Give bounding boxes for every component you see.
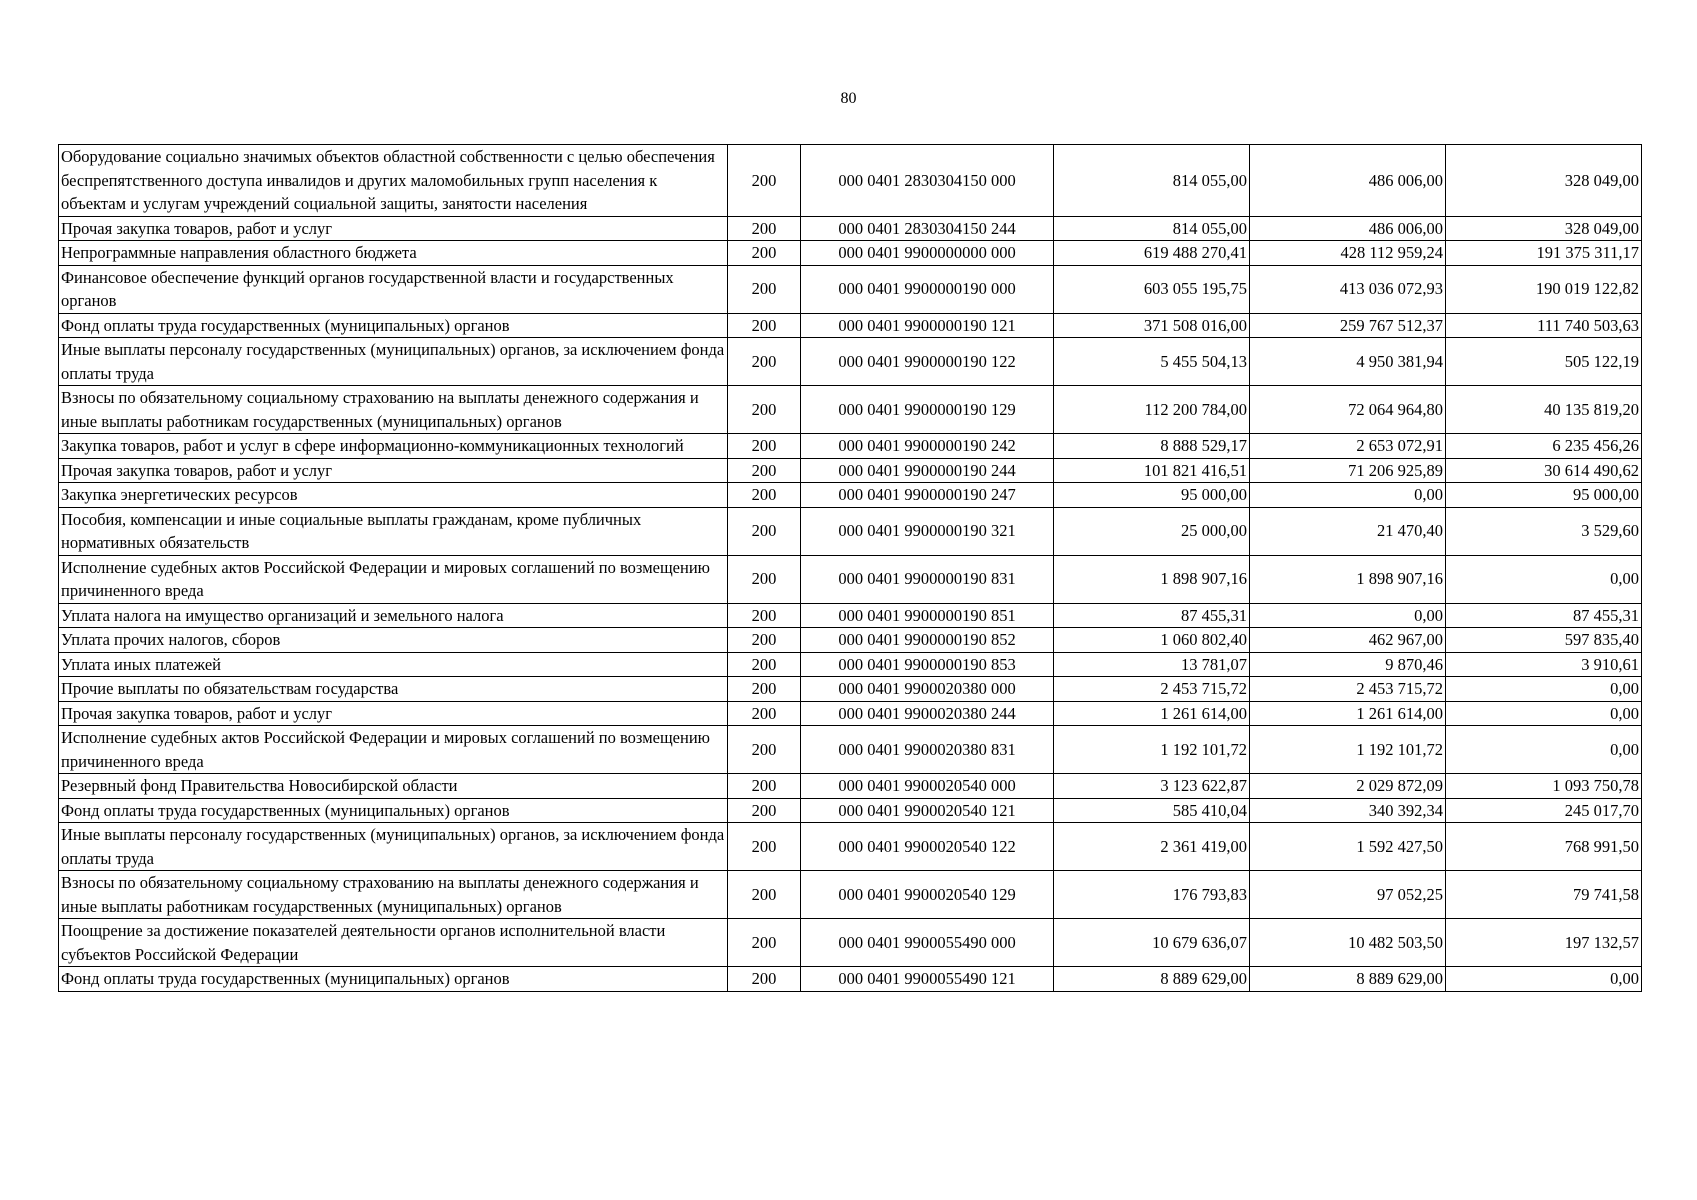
row-classification-code-cell: 000 0401 9900000000 000 — [801, 241, 1054, 266]
row-code-cell: 200 — [728, 628, 801, 653]
table-row — [59, 434, 1642, 459]
row-code-cell: 200 — [728, 823, 801, 871]
row-classification-code-cell: 000 0401 9900000190 831 — [801, 555, 1054, 603]
row-unexecuted-amount-cell: 6 235 456,26 — [1446, 434, 1642, 459]
row-executed-amount-cell: 1 261 614,00 — [1250, 701, 1446, 726]
row-unexecuted-amount-cell: 3 529,60 — [1446, 507, 1642, 555]
row-assigned-amount-cell: 1 898 907,16 — [1054, 555, 1250, 603]
row-unexecuted-amount-cell: 79 741,58 — [1446, 871, 1642, 919]
table-row — [59, 871, 1642, 919]
row-name-cell: Исполнение судебных актов Российской Федерации и мировых соглашений по возмещению причиненного вреда — [59, 555, 728, 603]
row-executed-amount-cell: 1 898 907,16 — [1250, 555, 1446, 603]
row-unexecuted-amount-cell: 111 740 503,63 — [1446, 313, 1642, 338]
row-name-cell: Резервный фонд Правительства Новосибирской области — [59, 774, 728, 799]
row-code-cell: 200 — [728, 338, 801, 386]
row-executed-amount-cell: 71 206 925,89 — [1250, 458, 1446, 483]
row-assigned-amount-cell: 2 361 419,00 — [1054, 823, 1250, 871]
row-name-cell: Прочая закупка товаров, работ и услуг — [59, 458, 728, 483]
row-assigned-amount-cell: 1 192 101,72 — [1054, 726, 1250, 774]
row-name-cell: Закупка энергетических ресурсов — [59, 483, 728, 508]
row-classification-code-cell: 000 0401 9900000190 247 — [801, 483, 1054, 508]
row-unexecuted-amount-cell: 190 019 122,82 — [1446, 265, 1642, 313]
table-row — [59, 652, 1642, 677]
row-unexecuted-amount-cell: 1 093 750,78 — [1446, 774, 1642, 799]
row-unexecuted-amount-cell: 0,00 — [1446, 677, 1642, 702]
row-executed-amount-cell: 9 870,46 — [1250, 652, 1446, 677]
row-assigned-amount-cell: 1 060 802,40 — [1054, 628, 1250, 653]
row-code-cell: 200 — [728, 871, 801, 919]
row-unexecuted-amount-cell: 30 614 490,62 — [1446, 458, 1642, 483]
row-classification-code-cell: 000 0401 9900000190 244 — [801, 458, 1054, 483]
row-executed-amount-cell: 1 592 427,50 — [1250, 823, 1446, 871]
row-unexecuted-amount-cell: 191 375 311,17 — [1446, 241, 1642, 266]
row-unexecuted-amount-cell: 768 991,50 — [1446, 823, 1642, 871]
row-executed-amount-cell: 2 453 715,72 — [1250, 677, 1446, 702]
row-classification-code-cell: 000 0401 9900000190 121 — [801, 313, 1054, 338]
row-executed-amount-cell: 486 006,00 — [1250, 216, 1446, 241]
row-code-cell: 200 — [728, 652, 801, 677]
row-code-cell: 200 — [728, 386, 801, 434]
row-executed-amount-cell: 8 889 629,00 — [1250, 967, 1446, 992]
row-executed-amount-cell: 428 112 959,24 — [1250, 241, 1446, 266]
table-row — [59, 823, 1642, 871]
row-code-cell: 200 — [728, 555, 801, 603]
row-code-cell: 200 — [728, 313, 801, 338]
row-assigned-amount-cell: 13 781,07 — [1054, 652, 1250, 677]
row-name-cell: Прочие выплаты по обязательствам государства — [59, 677, 728, 702]
row-executed-amount-cell: 1 192 101,72 — [1250, 726, 1446, 774]
row-assigned-amount-cell: 2 453 715,72 — [1054, 677, 1250, 702]
table-row — [59, 265, 1642, 313]
row-unexecuted-amount-cell: 0,00 — [1446, 967, 1642, 992]
row-code-cell: 200 — [728, 434, 801, 459]
row-classification-code-cell: 000 0401 2830304150 000 — [801, 145, 1054, 217]
row-assigned-amount-cell: 8 888 529,17 — [1054, 434, 1250, 459]
table-row — [59, 774, 1642, 799]
row-executed-amount-cell: 340 392,34 — [1250, 798, 1446, 823]
row-unexecuted-amount-cell: 87 455,31 — [1446, 603, 1642, 628]
row-code-cell: 200 — [728, 265, 801, 313]
row-unexecuted-amount-cell: 95 000,00 — [1446, 483, 1642, 508]
row-assigned-amount-cell: 10 679 636,07 — [1054, 919, 1250, 967]
row-executed-amount-cell: 486 006,00 — [1250, 145, 1446, 217]
row-assigned-amount-cell: 1 261 614,00 — [1054, 701, 1250, 726]
table-row — [59, 701, 1642, 726]
row-name-cell: Уплата прочих налогов, сборов — [59, 628, 728, 653]
row-assigned-amount-cell: 25 000,00 — [1054, 507, 1250, 555]
row-code-cell: 200 — [728, 919, 801, 967]
row-classification-code-cell: 000 0401 9900000190 852 — [801, 628, 1054, 653]
row-assigned-amount-cell: 112 200 784,00 — [1054, 386, 1250, 434]
row-classification-code-cell: 000 0401 9900020540 129 — [801, 871, 1054, 919]
row-assigned-amount-cell: 8 889 629,00 — [1054, 967, 1250, 992]
row-classification-code-cell: 000 0401 9900020540 121 — [801, 798, 1054, 823]
row-code-cell: 200 — [728, 967, 801, 992]
row-code-cell: 200 — [728, 241, 801, 266]
row-unexecuted-amount-cell: 328 049,00 — [1446, 216, 1642, 241]
row-executed-amount-cell: 259 767 512,37 — [1250, 313, 1446, 338]
row-executed-amount-cell: 413 036 072,93 — [1250, 265, 1446, 313]
table-row — [59, 603, 1642, 628]
row-executed-amount-cell: 21 470,40 — [1250, 507, 1446, 555]
row-name-cell: Уплата налога на имущество организаций и земельного налога — [59, 603, 728, 628]
row-code-cell: 200 — [728, 774, 801, 799]
table-row — [59, 241, 1642, 266]
row-assigned-amount-cell: 101 821 416,51 — [1054, 458, 1250, 483]
table-row — [59, 216, 1642, 241]
row-name-cell: Фонд оплаты труда государственных (муниципальных) органов — [59, 798, 728, 823]
row-executed-amount-cell: 2 029 872,09 — [1250, 774, 1446, 799]
row-classification-code-cell: 000 0401 9900020540 122 — [801, 823, 1054, 871]
table-row — [59, 313, 1642, 338]
row-classification-code-cell: 000 0401 2830304150 244 — [801, 216, 1054, 241]
row-unexecuted-amount-cell: 0,00 — [1446, 726, 1642, 774]
row-classification-code-cell: 000 0401 9900000190 851 — [801, 603, 1054, 628]
row-name-cell: Исполнение судебных актов Российской Федерации и мировых соглашений по возмещению причиненного вреда — [59, 726, 728, 774]
row-unexecuted-amount-cell: 245 017,70 — [1446, 798, 1642, 823]
budget-execution-table — [58, 144, 1642, 992]
row-assigned-amount-cell: 3 123 622,87 — [1054, 774, 1250, 799]
row-name-cell: Прочая закупка товаров, работ и услуг — [59, 216, 728, 241]
row-assigned-amount-cell: 5 455 504,13 — [1054, 338, 1250, 386]
row-executed-amount-cell: 10 482 503,50 — [1250, 919, 1446, 967]
row-executed-amount-cell: 97 052,25 — [1250, 871, 1446, 919]
table-row — [59, 483, 1642, 508]
row-classification-code-cell: 000 0401 9900000190 321 — [801, 507, 1054, 555]
row-code-cell: 200 — [728, 798, 801, 823]
row-assigned-amount-cell: 814 055,00 — [1054, 145, 1250, 217]
row-unexecuted-amount-cell: 40 135 819,20 — [1446, 386, 1642, 434]
table-row — [59, 677, 1642, 702]
row-assigned-amount-cell: 371 508 016,00 — [1054, 313, 1250, 338]
row-unexecuted-amount-cell: 0,00 — [1446, 555, 1642, 603]
table-row — [59, 458, 1642, 483]
row-assigned-amount-cell: 585 410,04 — [1054, 798, 1250, 823]
row-unexecuted-amount-cell: 0,00 — [1446, 701, 1642, 726]
row-unexecuted-amount-cell: 328 049,00 — [1446, 145, 1642, 217]
row-code-cell: 200 — [728, 701, 801, 726]
row-code-cell: 200 — [728, 726, 801, 774]
table-row — [59, 726, 1642, 774]
table-row — [59, 507, 1642, 555]
row-classification-code-cell: 000 0401 9900000190 122 — [801, 338, 1054, 386]
row-unexecuted-amount-cell: 197 132,57 — [1446, 919, 1642, 967]
row-code-cell: 200 — [728, 483, 801, 508]
row-classification-code-cell: 000 0401 9900020380 244 — [801, 701, 1054, 726]
row-classification-code-cell: 000 0401 9900055490 000 — [801, 919, 1054, 967]
page-number: 80 — [840, 90, 857, 107]
row-name-cell: Поощрение за достижение показателей деятельности органов исполнительной власти субъектов Российской Федерации — [59, 919, 728, 967]
row-unexecuted-amount-cell: 505 122,19 — [1446, 338, 1642, 386]
row-code-cell: 200 — [728, 216, 801, 241]
row-classification-code-cell: 000 0401 9900020540 000 — [801, 774, 1054, 799]
row-code-cell: 200 — [728, 603, 801, 628]
row-assigned-amount-cell: 619 488 270,41 — [1054, 241, 1250, 266]
row-name-cell: Иные выплаты персоналу государственных (муниципальных) органов, за исключением фонда оплаты труда — [59, 338, 728, 386]
row-assigned-amount-cell: 95 000,00 — [1054, 483, 1250, 508]
row-code-cell: 200 — [728, 507, 801, 555]
table-row — [59, 338, 1642, 386]
row-assigned-amount-cell: 176 793,83 — [1054, 871, 1250, 919]
row-name-cell: Финансовое обеспечение функций органов государственной власти и государственных органов — [59, 265, 728, 313]
row-name-cell: Пособия, компенсации и иные социальные выплаты гражданам, кроме публичных нормативных обязательств — [59, 507, 728, 555]
table-body — [59, 145, 1642, 992]
row-name-cell: Непрограммные направления областного бюджета — [59, 241, 728, 266]
row-executed-amount-cell: 0,00 — [1250, 483, 1446, 508]
row-name-cell: Взносы по обязательному социальному страхованию на выплаты денежного содержания и иные выплаты работникам государственных (муниципальных) органов — [59, 386, 728, 434]
row-name-cell: Фонд оплаты труда государственных (муниципальных) органов — [59, 313, 728, 338]
row-executed-amount-cell: 0,00 — [1250, 603, 1446, 628]
row-name-cell: Иные выплаты персоналу государственных (муниципальных) органов, за исключением фонда оплаты труда — [59, 823, 728, 871]
row-name-cell: Закупка товаров, работ и услуг в сфере информационно-коммуникационных технологий — [59, 434, 728, 459]
row-name-cell: Оборудование социально значимых объектов областной собственности с целью обеспечения беспрепятственного доступа инвалидов и других маломобильных групп населения к объектам и услугам учреждений социальной защиты, занятости населения — [59, 145, 728, 217]
table-row — [59, 386, 1642, 434]
row-name-cell: Фонд оплаты труда государственных (муниципальных) органов — [59, 967, 728, 992]
row-classification-code-cell: 000 0401 9900000190 129 — [801, 386, 1054, 434]
table-row — [59, 798, 1642, 823]
row-classification-code-cell: 000 0401 9900000190 242 — [801, 434, 1054, 459]
row-classification-code-cell: 000 0401 9900055490 121 — [801, 967, 1054, 992]
table-row — [59, 555, 1642, 603]
row-assigned-amount-cell: 814 055,00 — [1054, 216, 1250, 241]
row-classification-code-cell: 000 0401 9900020380 000 — [801, 677, 1054, 702]
row-executed-amount-cell: 4 950 381,94 — [1250, 338, 1446, 386]
table-row — [59, 919, 1642, 967]
row-code-cell: 200 — [728, 677, 801, 702]
row-classification-code-cell: 000 0401 9900000190 000 — [801, 265, 1054, 313]
row-classification-code-cell: 000 0401 9900020380 831 — [801, 726, 1054, 774]
row-executed-amount-cell: 462 967,00 — [1250, 628, 1446, 653]
row-unexecuted-amount-cell: 597 835,40 — [1446, 628, 1642, 653]
table-row — [59, 967, 1642, 992]
row-unexecuted-amount-cell: 3 910,61 — [1446, 652, 1642, 677]
row-code-cell: 200 — [728, 145, 801, 217]
row-assigned-amount-cell: 603 055 195,75 — [1054, 265, 1250, 313]
row-classification-code-cell: 000 0401 9900000190 853 — [801, 652, 1054, 677]
row-name-cell: Уплата иных платежей — [59, 652, 728, 677]
row-name-cell: Взносы по обязательному социальному страхованию на выплаты денежного содержания и иные выплаты работникам государственных (муниципальных) органов — [59, 871, 728, 919]
row-assigned-amount-cell: 87 455,31 — [1054, 603, 1250, 628]
row-code-cell: 200 — [728, 458, 801, 483]
table-row — [59, 628, 1642, 653]
row-executed-amount-cell: 72 064 964,80 — [1250, 386, 1446, 434]
table-row — [59, 145, 1642, 217]
row-executed-amount-cell: 2 653 072,91 — [1250, 434, 1446, 459]
row-name-cell: Прочая закупка товаров, работ и услуг — [59, 701, 728, 726]
